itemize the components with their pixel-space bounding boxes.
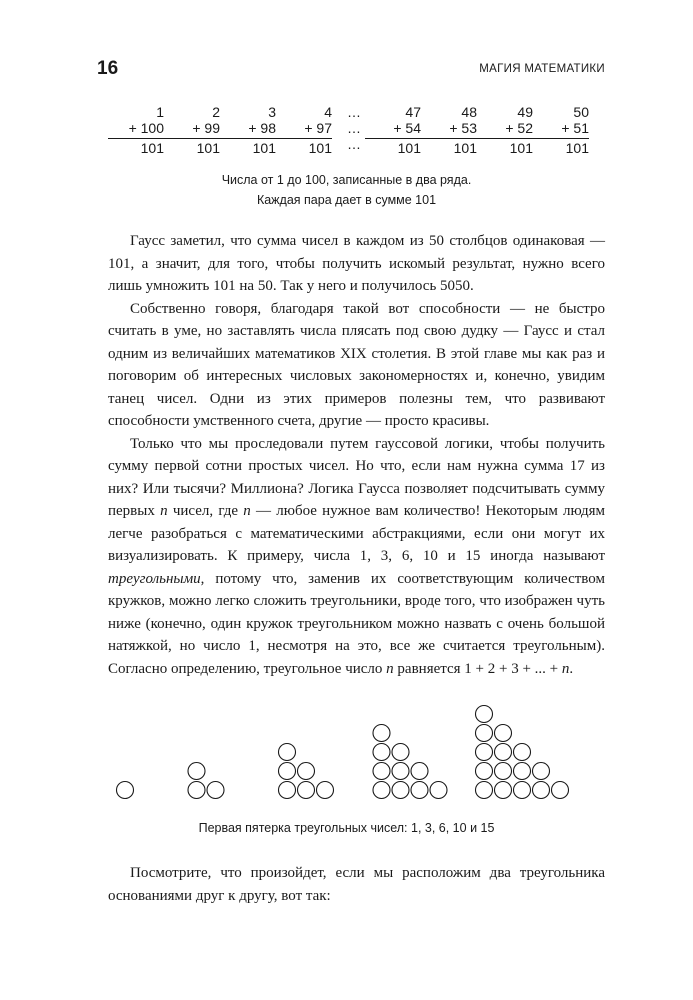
paragraph bbox=[108, 433, 605, 681]
sum-top-number: 47 bbox=[405, 104, 421, 120]
sum-result: 101 bbox=[276, 138, 332, 156]
variable-n: n bbox=[160, 503, 168, 519]
triangle-dot bbox=[430, 782, 447, 799]
triangle-dot bbox=[476, 744, 493, 761]
sum-column bbox=[477, 104, 533, 156]
sum-result: 101 bbox=[164, 138, 220, 156]
paragraph: Гаусс заметил, что сумма чисел в каждом из 50 столбцов одинаковая — 101, а значит, для того, чтобы получить искомый результат, нужно всего лишь умножить 101 на 50. Так у него и получилось 5050. bbox=[108, 233, 605, 294]
ellipsis: … bbox=[347, 104, 361, 120]
triangle-dot bbox=[188, 763, 205, 780]
sum-ellipsis-column bbox=[344, 104, 364, 152]
sum-column bbox=[220, 104, 276, 156]
sum-top-number: 4 bbox=[324, 104, 332, 120]
triangle-dot bbox=[392, 763, 409, 780]
triangular-numbers-figure bbox=[0, 690, 693, 810]
page-number: 16 bbox=[97, 58, 119, 79]
triangle-dot bbox=[495, 782, 512, 799]
text-run: равняется 1 + 2 + 3 + ... + bbox=[393, 660, 562, 677]
sum-result: 101 bbox=[477, 138, 533, 156]
triangle-dot bbox=[373, 744, 390, 761]
paragraph: Посмотрите, что произойдет, если мы расположим два треугольника основаниями друг к другу, вот так: bbox=[108, 865, 605, 904]
sum-column bbox=[533, 104, 589, 156]
triangle-dot bbox=[552, 782, 569, 799]
table-caption-line: Каждая пара дает в сумме 101 bbox=[256, 193, 437, 207]
triangle-figure bbox=[373, 725, 447, 799]
triangle-dot bbox=[392, 782, 409, 799]
text-run: , потому что, заменив их соответствующим количеством кружков, можно легко сложить треугольники, вроде того, что изображен чуть ниже (конечно, один кружок треугольником можно назвать с очень большой натяжкой, но число 1, несмотря на это, все же считается треугольным). Согласно определению, треугольное число bbox=[108, 570, 605, 677]
triangle-dot bbox=[476, 725, 493, 742]
triangle-figure bbox=[188, 763, 224, 799]
variable-n: n bbox=[243, 503, 251, 519]
running-title: МАГИЯ МАТЕМАТИКИ bbox=[479, 63, 605, 75]
sum-bottom-number: + 97 bbox=[304, 120, 332, 136]
ellipsis: … bbox=[347, 136, 361, 152]
sum-column bbox=[421, 104, 477, 156]
ellipsis: … bbox=[347, 120, 361, 136]
triangle-dot bbox=[533, 763, 550, 780]
sum-column bbox=[108, 104, 164, 156]
triangle-dot bbox=[279, 763, 296, 780]
triangle-dot bbox=[533, 782, 550, 799]
sum-column bbox=[276, 104, 332, 156]
triangle-dot bbox=[514, 763, 531, 780]
sum-result: 101 bbox=[365, 138, 421, 156]
sum-bottom-number: + 100 bbox=[128, 120, 164, 136]
sum-bottom-number: + 52 bbox=[505, 120, 533, 136]
sum-table bbox=[0, 104, 693, 164]
triangle-dot bbox=[514, 782, 531, 799]
figure-caption: Первая пятерка треугольных чисел: 1, 3, 6, 10 и 15 bbox=[198, 821, 495, 835]
triangle-figure bbox=[117, 782, 134, 799]
triangle-dot bbox=[317, 782, 334, 799]
triangle-dot bbox=[298, 782, 315, 799]
sum-column bbox=[164, 104, 220, 156]
triangle-dot bbox=[207, 782, 224, 799]
triangle-dot bbox=[298, 763, 315, 780]
triangle-dot bbox=[117, 782, 134, 799]
sum-top-number: 48 bbox=[461, 104, 477, 120]
variable-n: n bbox=[386, 660, 394, 677]
text-run: чисел, где bbox=[167, 503, 244, 519]
term-triangular: треугольными bbox=[108, 570, 201, 587]
sum-bottom-number: + 98 bbox=[248, 120, 276, 136]
triangle-dot bbox=[392, 744, 409, 761]
triangle-dot bbox=[495, 725, 512, 742]
sum-bottom-number: + 54 bbox=[393, 120, 421, 136]
sum-top-number: 1 bbox=[156, 104, 164, 120]
triangle-dot bbox=[373, 782, 390, 799]
sum-top-number: 50 bbox=[573, 104, 589, 120]
sum-result: 101 bbox=[533, 138, 589, 156]
triangle-dot bbox=[373, 763, 390, 780]
sum-bottom-number: + 99 bbox=[192, 120, 220, 136]
sum-result: 101 bbox=[421, 138, 477, 156]
closing-text bbox=[108, 862, 605, 907]
text-run: Только что мы проследовали путем гауссовой логики, чтобы получить сумму первой сотни простых чисел. Но что, если нам нужна сумма 17 из них? Или тысячи? Миллиона? Логика Гаусса позволяет подсчитывать сумму первых bbox=[108, 435, 605, 519]
triangle-dot bbox=[188, 782, 205, 799]
text-run: — любое нужное вам количество! Некоторым людям легче разобраться с математическими абстракциями, если они могут их визуализировать. К примеру, числа 1, 3, 6, 10 и 15 иногда называют bbox=[108, 503, 605, 564]
sum-bottom-number: + 51 bbox=[561, 120, 589, 136]
triangle-dot bbox=[373, 725, 390, 742]
triangle-dot bbox=[279, 782, 296, 799]
triangle-dot bbox=[279, 744, 296, 761]
triangle-dot bbox=[514, 744, 531, 761]
triangle-dot bbox=[476, 782, 493, 799]
sum-top-number: 2 bbox=[212, 104, 220, 120]
triangle-dot bbox=[476, 706, 493, 723]
paragraph: Собственно говоря, благодаря такой вот способности — не быстро считать в уме, но заставлять числа плясать под свою дудку — Гаусс и стал одним из величайших математиков XIX столетия. В этой главе мы как раз и поговорим об интересных числовых закономерностях и, конечно, увидим танец чисел. Одни из этих примеров полезны тем, что развивают способности умственного счета, другие — просто красивы. bbox=[108, 300, 605, 429]
main-text bbox=[108, 230, 605, 680]
triangle-figure bbox=[476, 706, 569, 799]
triangle-figure bbox=[279, 744, 334, 799]
sum-top-number: 49 bbox=[517, 104, 533, 120]
sum-bottom-number: + 53 bbox=[449, 120, 477, 136]
triangle-dot bbox=[411, 782, 428, 799]
sum-result: 101 bbox=[108, 138, 164, 156]
variable-n: n bbox=[561, 660, 570, 677]
sum-column bbox=[365, 104, 421, 156]
triangle-dot bbox=[411, 763, 428, 780]
table-caption-line: Числа от 1 до 100, записанные в два ряда. bbox=[221, 173, 472, 187]
text-run: . bbox=[569, 660, 574, 677]
sum-top-number: 3 bbox=[268, 104, 276, 120]
triangle-dot bbox=[476, 763, 493, 780]
sum-result: 101 bbox=[220, 138, 276, 156]
triangle-dot bbox=[495, 744, 512, 761]
triangle-dot bbox=[495, 763, 512, 780]
table-caption bbox=[0, 170, 693, 210]
